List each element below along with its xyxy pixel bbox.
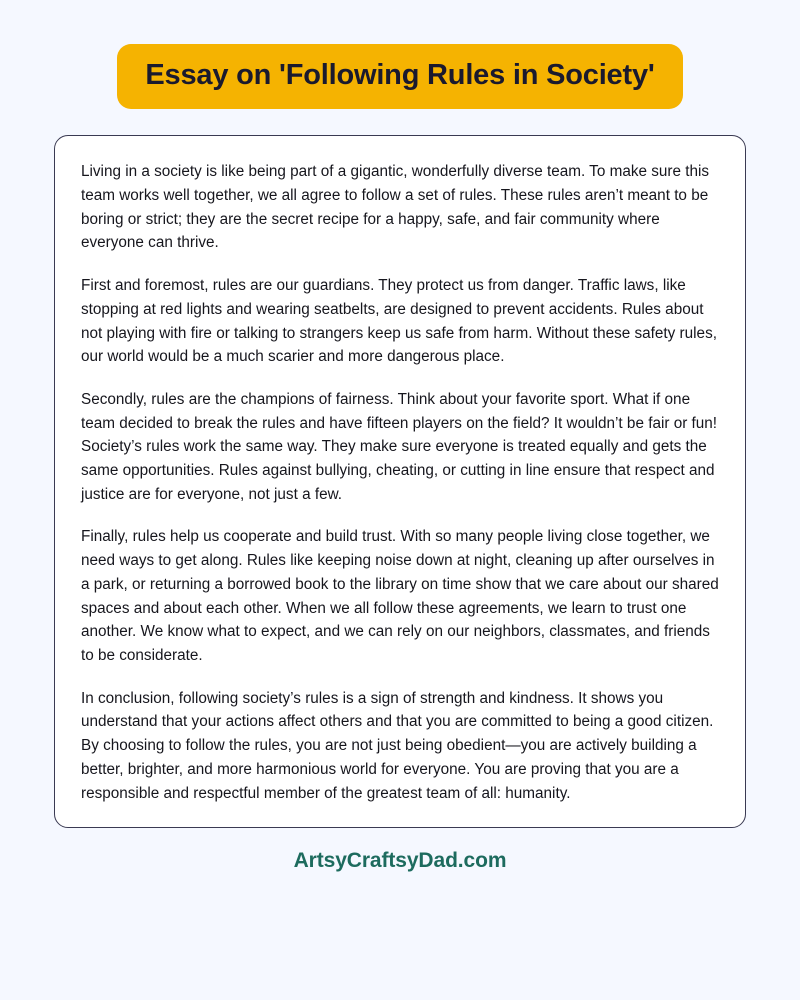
essay-paragraph: First and foremost, rules are our guardians. They protect us from danger. Traffic laws, like stopping at red lights and wearing seatbelts, are designed to prevent accidents. Rules about not playing with fire or talking to strangers keep us safe from harm. Without these safety rules, our world would be a much scarier and more dangerous place. — [81, 277, 717, 366]
essay-paragraph: Finally, rules help us cooperate and build trust. With so many people living close together, we need ways to get along. Rules like keeping noise down at night, cleaning up after ourselves in a park, or returning a borrowed book to the library on time show that we care about our shared spaces and about each other. When we all follow these agreements, we learn to trust one another. We know what to expect, and we can rely on our neighbors, classmates, and friends to be considerate. — [81, 528, 719, 664]
page-title: Essay on 'Following Rules in Society' — [117, 44, 682, 109]
essay-paragraph: Living in a society is like being part of a gigantic, wonderfully diverse team. To make sure this team works well together, we all agree to follow a set of rules. These rules aren’t meant to be boring or strict; they are the secret recipe for a happy, safe, and fair community where everyone can thrive. — [81, 163, 710, 252]
essay-paragraph: In conclusion, following society’s rules is a sign of strength and kindness. It shows you understand that your actions affect others and that you are committed to being a good citizen. By choosing to follow the rules, you are not just being obedient—you are actively building a better, brighter, and more harmonious world for everyone. You are proving that you are a responsible and respectful member of the greatest team of all: humanity. — [81, 689, 714, 802]
essay-paragraph: Secondly, rules are the champions of fairness. Think about your favorite sport. What if one team decided to break the rules and have fifteen players on the field? It wouldn’t be fair or fun! Society’s rules work the same way. They make sure everyone is treated equally and gets the same opportunities. Rules against bullying, cheating, or cutting in line ensure that respect and justice are for everyone, not just a few. — [81, 390, 718, 503]
essay-body-card — [54, 135, 746, 828]
footer-brand: ArtsyCraftsyDad.com — [293, 849, 507, 873]
